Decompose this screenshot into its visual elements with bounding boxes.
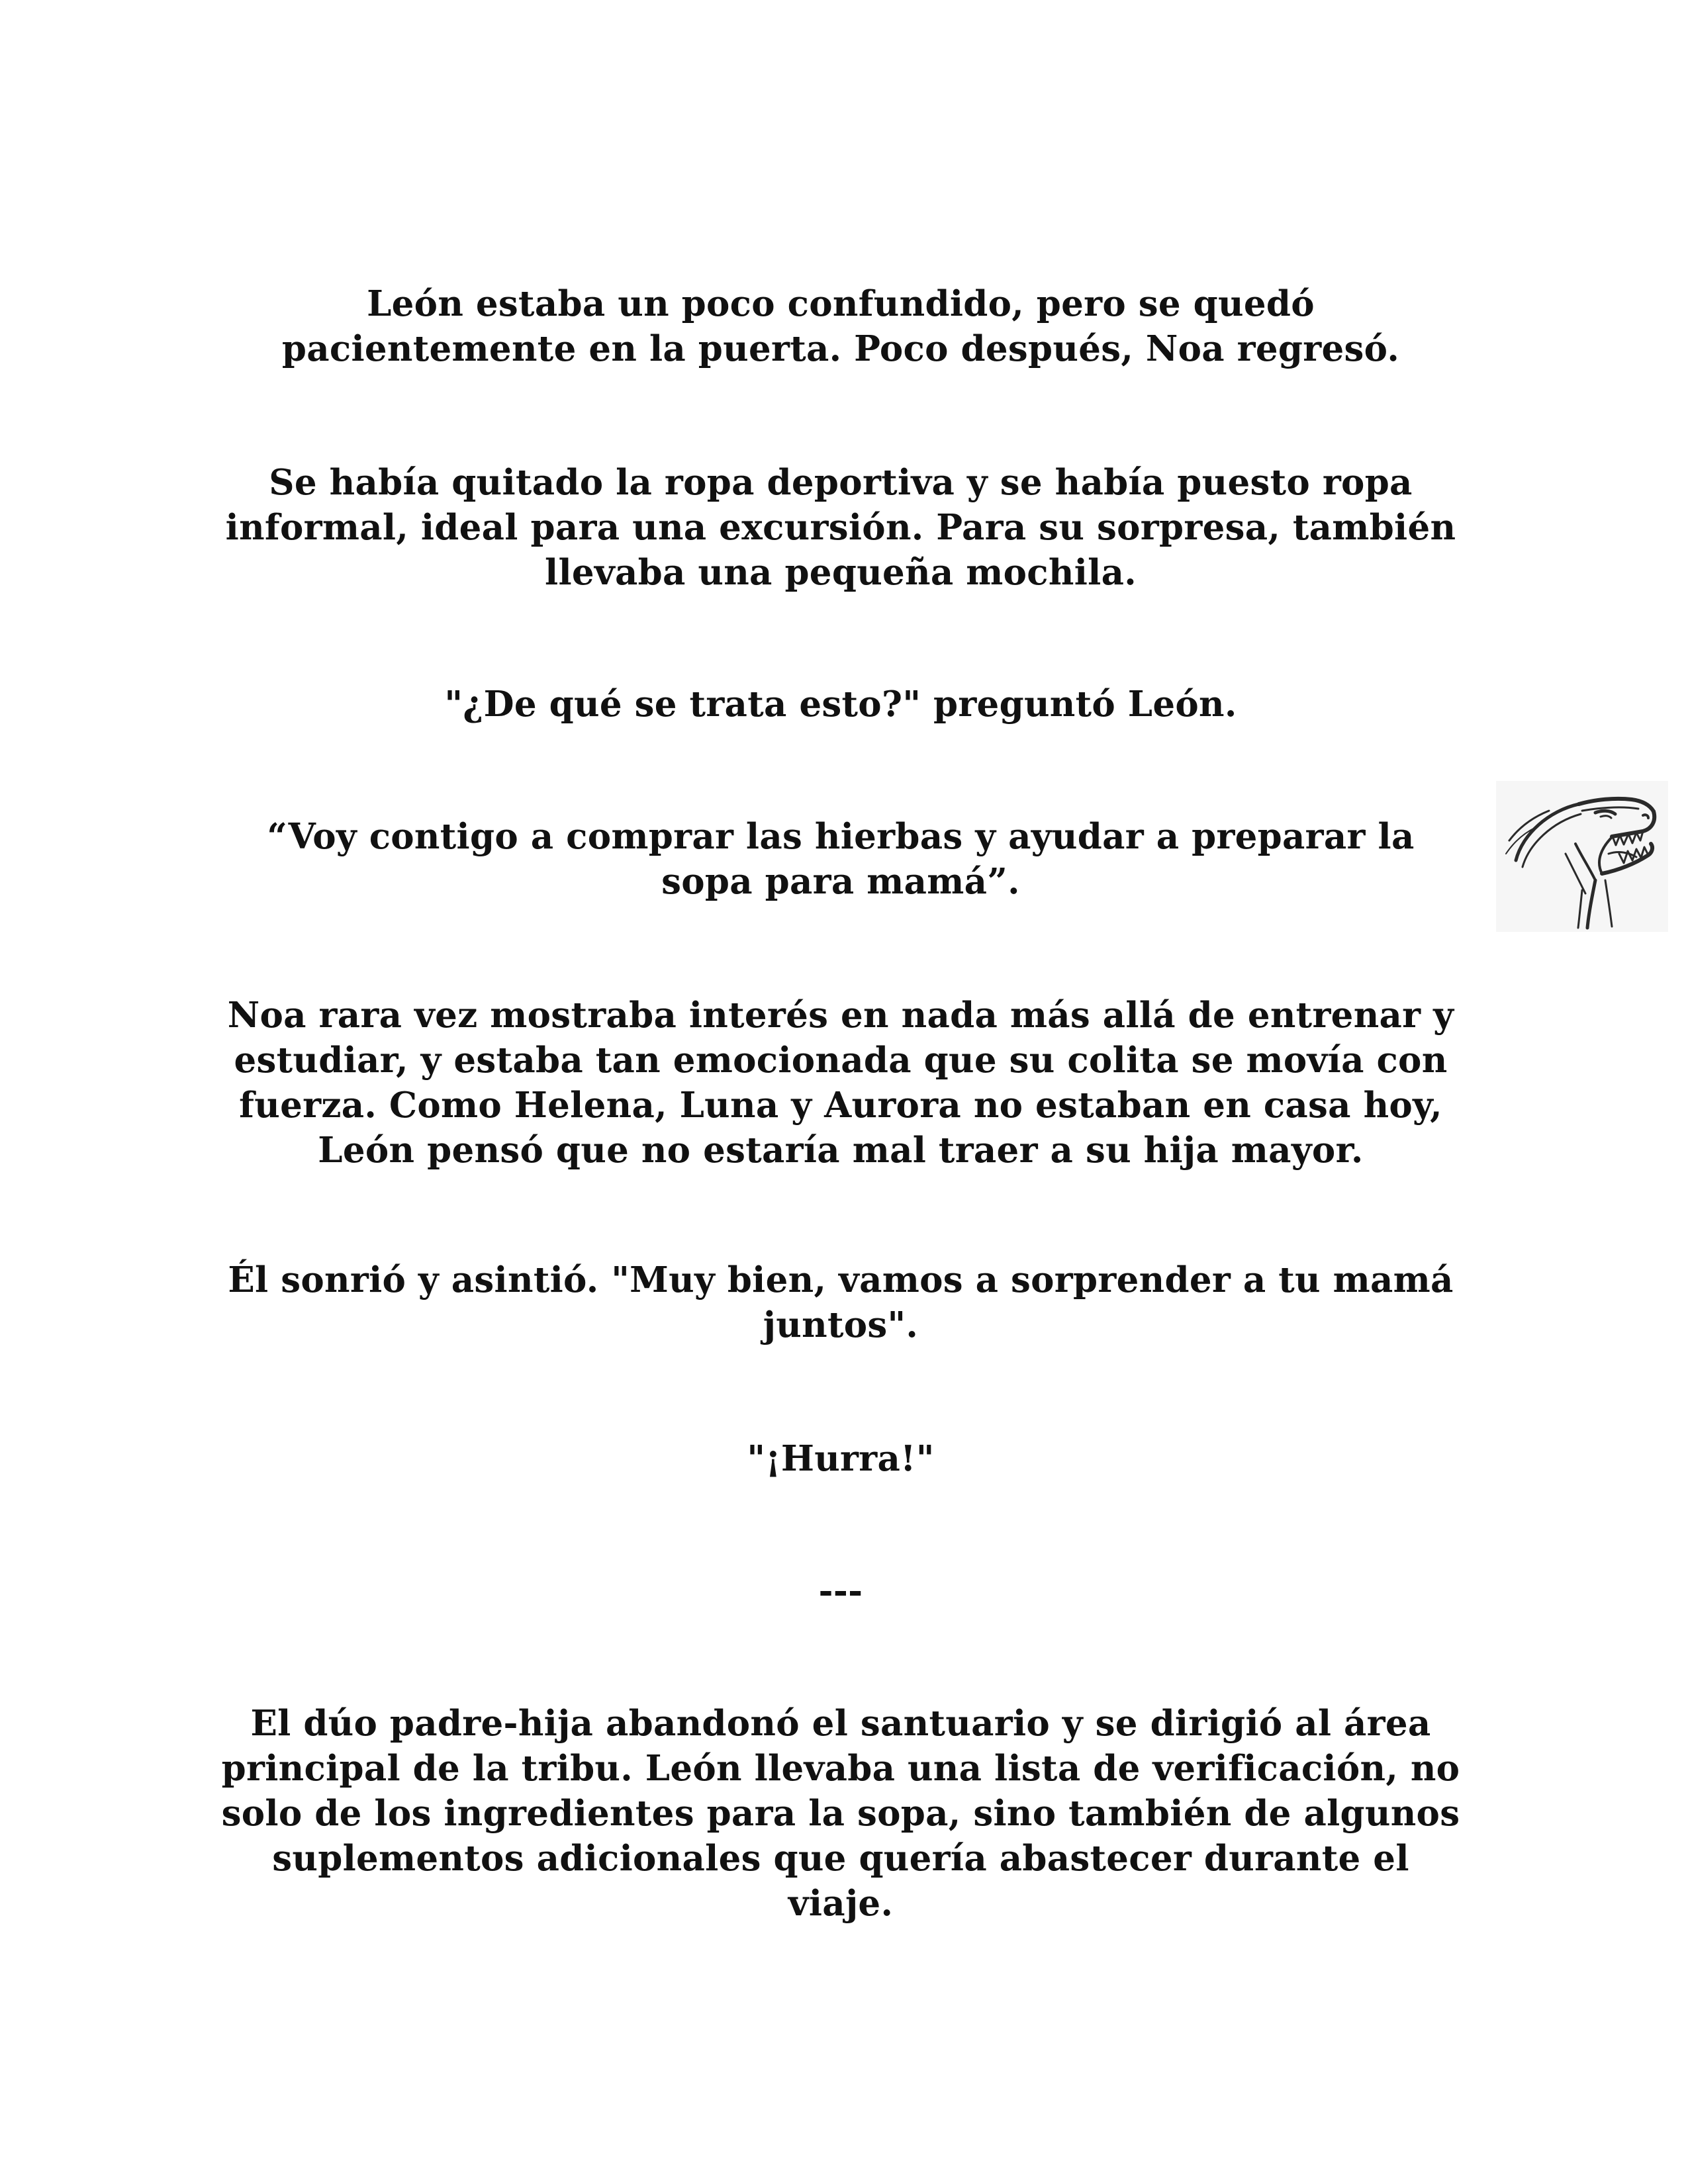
paragraph-duo-leaves: El dúo padre-hija abandonó el santuario y se dirigió al área principal de la tribu. León llevaba una lista de verificación, no solo de los ingredientes para la sopa, sino también de algunos suplementos adicionales que quería abastecer durante el viaje. — [221, 1703, 1460, 1924]
paragraph-noa-excited: Noa rara vez mostraba interés en nada más allá de entrenar y estudiar, y estaba tan emocionada que su colita se movía con fuerza. Como Helena, Luna y Aurora no estaban en casa hoy, León pensó que no estaría mal traer a su hija mayor. — [227, 995, 1454, 1171]
section-divider: --- — [818, 1570, 863, 1612]
paragraph-leon-confused: León estaba un poco confundido, pero se quedó pacientemente en la puerta. Poco después, Noa regresó. — [281, 283, 1400, 369]
paragraph-noa-answer: “Voy contigo a comprar las hierbas y ayudar a preparar la sopa para mamá”. — [267, 816, 1415, 902]
paragraph-leon-agrees: Él sonrió y asintió. "Muy bien, vamos a sorprender a tu mamá juntos". — [228, 1259, 1454, 1345]
dinosaur-head-sketch-icon — [1496, 781, 1668, 932]
paragraph-hurra: "¡Hurra!" — [747, 1438, 935, 1479]
paragraph-leon-question: "¿De qué se trata esto?" preguntó León. — [444, 684, 1237, 725]
paragraph-noa-outfit: Se había quitado la ropa deportiva y se había puesto ropa informal, ideal para una excursión. Para su sorpresa, también llevaba una pequeña mochila. — [225, 462, 1456, 593]
